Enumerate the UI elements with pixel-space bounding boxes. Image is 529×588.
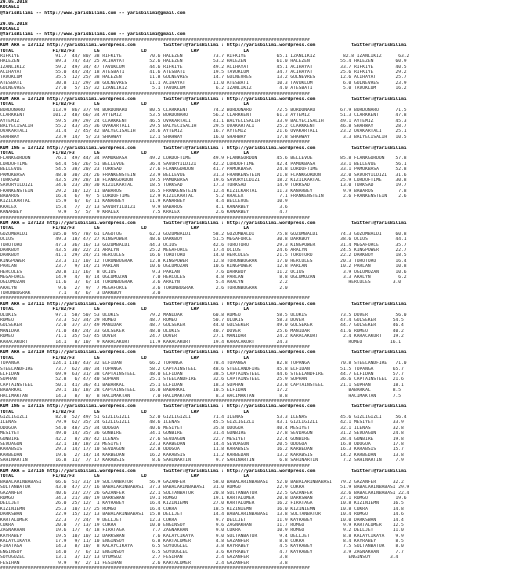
result-row: ELFIDAN 69.9 63/ 31/ 38 CAPTAINSTEEL 48.0 ELFIDAN 38.5 CAPTAINSTEEL 44.6 STEELANDFIRE 44.7 ELFIDAN 57.7 (0, 371, 404, 377)
result-row: PAMUKBASA 48.0 30/ 24/ 26 FRANKENSTEIN 23.9 BELLEVUE 31.3 FRANKENSTEIN 21.8 FLANKGORDON 32.0 SAVURYILDIZI 31.6 (0, 172, 407, 178)
result-row: RIFKIYE 91.7 44/ 80/ 38 RIFKIYE 70.6 HALEZEN 73.7 RIFKIYE 65.1 IZANLIKIZ 82.8 IZANLIKIZ 63.2 (0, 53, 410, 59)
result-row: FIRATAGA 14.3 8/ 10/ 8 KALAYCIKAYA 6.5 SOYUOGLEL 3.8 KAYRABEY 4.5 KAYRABEY 7.5 SULTANBATUR 8.0 (0, 544, 404, 550)
result-row: MESIYET 49.0 14/ 35/ 36 GUNBIRE 34.1 GUNBIRE 31.4 GUNBIRE 27.8 SEVDAGUN 31.2 SEVDAGUN 24.8 (0, 431, 404, 437)
result-row: TOROTORO 47.3 36/ 16/ 13 GOZUMBALDI 44.3 OCIUS 42.6 TOROTORO 29.3 KINGPOWER 31.4 MEGAFORCE 35.7 (0, 242, 407, 248)
result-row: AYTEMIZ 59.5 39/ 29/ 24 CLARKKENT 46.5 OVAKARTALI 41.1 BALYECISALIH 33.9 BALYECISALIH 49.1 AYTEMIZ 45.3 (0, 118, 407, 124)
result-row: ARALYN 9.6 2/ 9/ 7 MEGAFORCE 3.6 TORUNBUGRAK 2.6 TORUNBUGRAK 2.0 (0, 285, 288, 291)
section-title: KUM ARA = 137120 http://yarisbilimi.wordpress.com twitter:@YarisBilimi : http://yarisbilimi.wordpress.com twitter:@YarisBilimi (0, 97, 407, 103)
result-row: SOYUGUZEL 13.1 3/ 12/ 13 UYUMSUZ 2.7 FESIHAN 2.4 GAZANFER 3.8 ENGINSOY 3.4 (0, 555, 399, 561)
document-date-repeat: 29.05.2018 (0, 21, 28, 27)
result-row: BABALARINBABASI 66.6 51/ 31/ 19 SULTANBATUR 56.9 GAZANFER 58.0 BABALARINBABASI 52.0 BABALARINBABASI 79.2 GAZANFER 32.2 (0, 479, 404, 485)
result-row: TOPANGA 124.1 110/ 43/ 32 ELFIDAN 66.2 TOPANGA 78.4 TOPANGA 82.8 TOPANGA 70.8 STEELANDFIRE 71.0 (0, 361, 407, 367)
result-row: SHAHWAY 23.9 14/ 5/ 23 SHAHWAY 12.1 SHAHWAY 16.0 SHAHWAY 17.8 SHAHWAY 3.3 BALYECISALIH 10.5 (0, 134, 407, 140)
result-row: SEVDAGUN 32.1 18/ 18/ 23 MESIYET 23.3 KARBEDAN 14.4 SEVDAGUN 20.5 ODOGOA 16.8 ODOGOA 17.8 (0, 442, 404, 448)
result-row: SUPHAN 52.8 6/ 47/ 40 SUPHAN 25.1 STEELANDFIRE 32.6 CAPTAINSTEEL 25.9 SUPHAN 36.6 CAPTAINSTEEL 21.6 (0, 377, 404, 383)
result-row: ACIHAYAT 55.0 44/ 24/ 18 ATESBATI 41.6 ATESBATI 19.5 TAVUKLUM 34.7 ACIHAYAT 25.6 RIFKIYE 29.2 (0, 70, 407, 76)
result-row: ILENAS 79.9 62/ 35/ 24 GIZLIGIZLI 48.6 ILENAS 45.5 GIZLIGIZLI 43.1 GIZLIGIZLI 42.1 MESIYET 33.9 (0, 420, 404, 426)
result-row: OGLUMOZAN 11.6 3/ 6/ 14 TORUNBUGRAK 3.6 ARALYN 5.4 ARALYN 2.2 HERCULES 3.0 (0, 280, 402, 286)
result-row: ATESBATI 30.8 11/ 29/ 38 GULNEVRES 11.1 ACIHAYAT 11.0 ATESBATI 10.3 TAVUKLUM 6.0 GULNEVRES 23.9 (0, 80, 407, 86)
result-row: HACIMAKTAN 14.3 8/ 8/ 8 HACIMAKTAN 7.0 HACIMAKTAN 8.3 HACIMAKTAN 8.8 HACIMAKTAN 7.5 (0, 393, 402, 399)
result-row: GIZLIGIZLI 82.0 52/ 49/ 51 GIZLIGIZLI 52.0 GIZLIGIZLI 71.4 ILENAS 53.3 ILENAS 45.6 GIZLIGIZLI 56.4 (0, 415, 407, 421)
result-row: KIZILKARTAL 15.9 6/ 6/ 11 KANARBEY 11.9 KANARBEY 4.4 BELLEVUE 10.9 (0, 199, 288, 205)
race-sections (0, 38, 529, 572)
result-row: DARKSWAN 22.9 15/ 12/ 13 BABALARINBABASI 15.8 DELLJET 14.4 BABALARINBABASI 13.8 SULTANBATUR 10.4 ROMGO 14.6 (0, 512, 404, 518)
section-separator: ################################################################################################################ (0, 296, 310, 302)
section-title: KUM ARA = 137123 http://yarisbilimi.wordpress.com twitter:@YarisBilimi : http://yarisbilimi.wordpress.com twitter:@YarisBilimi (0, 221, 407, 227)
result-row: KANARBEY 9.9 5/ 5/ 9 KRALEX 7.5 KRALEX 2.6 KANARBEY 4.7 (0, 210, 288, 216)
result-row: ENGINSOY 14.0 7/ 6/ 12 ENGINSOY 6.5 SOYUOGLEL 3.6 KAYRABEY 4.7 KAYRABEY 3.9 ZAGNAKHAN 7.7 (0, 549, 404, 555)
result-row: ROMEO 71.1 35/ 53/ 45 DOVER 24.7 DOVER 27.1 MANIDAR 24.2 KARACAKURT 2.4 KARACAKURT 19.2 (0, 334, 404, 340)
column-header: TOTAL F1/B2/F3 LG LD LRP LA (0, 307, 249, 313)
result-row: TURKSAD 43.5 29/ 28/ 18 FLANKGORDON 19.5 PAMUKBASA 19.6 SAVURYILDIZI 18.2 KIZILKARTAL 25.9 LORDOFTIME 30.8 (0, 177, 407, 183)
result-row: SAHINARTIN 16.8 11/ 7/ 17 KARABSIS 8.6 SAHINARTIN 9.7 SAHINARTIN 6.8 SAHINARTIN 7.2 SAHINARTIN 7.9 (0, 458, 404, 464)
result-row: KARBEDAN 19.6 2/ 14/ 14 KARBEDAN 16.2 KARABSIS 11.2 KARBEDAN 13.2 KARABSIS 14.2 KARBEDAN 13.8 (0, 452, 404, 458)
result-row: KARACAKURT 14.1 8/ 10/ 9 KARACAKURT 11.9 KARACAKURT 19.4 KARACAKURT 24.3 ROMEO 16.1 (0, 339, 402, 345)
result-row: CUKRA 20.0 7/ 13/ 19 CUKRA 10.0 ENGINSOY 9.6 ZAGNAKHAN 11.7 ROMGO 9.9 KARTALOMER 12.5 (0, 522, 404, 528)
result-row: KARTALOMER 22.3 7/ 24/ 9 DELLJET 12.3 CUKRA 9.7 DELLJET 11.9 KAYRABEY 10.0 DARKSWAN 14.4 (0, 517, 404, 523)
result-row: PARLAN 23.7 9/ 14/ 21 PARLAN 10.6 OGLUMOZAN 10.6 KINGPOWER 12.8 PARLAN 10.2 PARLAN 10.8 (0, 264, 407, 270)
result-row: KIZINIEMN 25.3 10/ 17/ 25 ROMGO 16.4 CUKRA 18.5 KIZINIEMN 16.0 KIZINIEMN 10.8 CUKRA 14.8 (0, 506, 404, 512)
result-row: BELLEVUE 54.5 38/ 20/ 23 TURKSAD 27.6 FLANKGORDON 41.7 PAMUKBASA 24.8 LORDOFTIME 33.1 PAMUKBASA 52.8 (0, 167, 407, 173)
document-date: 29.05.2018 (0, 0, 28, 5)
section-title: KUM ARA = 137112 http://yarisbilimi.wordpress.com twitter:@YarisBilimi : http://yarisbilimi.wordpress.com twitter:@YarisBilimi (0, 43, 407, 49)
section-title: KUM ARA = 137119 http://yarisbilimi.wordpress.com twitter:@YarisBilimi : http://yarisbilimi.wordpress.com twitter:@YarisBilimi (0, 350, 407, 356)
result-row: DARKBOY 41.1 29/ 24/ 21 HERCULES 16.6 TOROTORO 14.0 HERCULES 21.5 TOROTORO 22.2 DARKBOY 18.5 (0, 253, 407, 259)
result-row: BABAROS 16.4 6/ 9/ 5 LORDOFTIME 12.9 KIZILKARTAL 5.2 KRALEX 7.1 FRANKENSTEIN 2.6 FRANKENSTEIN 2.6 (0, 194, 407, 200)
result-row: KAYRABEY 19.5 10/ 10/ 12 DARKSWAN 7.6 KALAYCIKAYA 9.0 SULTANBATUR 9.4 DELLJET 8.8 KALAYCIKAYA 9.9 (0, 533, 404, 539)
result-row: GOZUMBALDI 105.0 95/ 78/ 61 LAGOTOG 62.3 GOZUMBALDI 58.2 GOZUMBALDI 75.8 GOZUMBALDI 74.3 GOZUMBALDI 60.8 (0, 231, 407, 237)
result-row: KARABSIS 29.3 14/ 17/ 10 SEVDAGUN 22.8 ODOGOA 11.8 KARABSIS 16.2 KARBEDAN 16.3 KARABSIS 15.7 (0, 447, 404, 453)
section-separator: ################################################################################################################ (0, 91, 310, 97)
section-title: KUM ING = 137115 http://yarisbilimi.wordpress.com twitter:@YarisBilimi : http://yarisbilimi.wordpress.com twitter:@YarisBilimi (0, 404, 407, 410)
result-row: MEGAFORCE 14.9 4/ 8/ 14 OGLUMOZAN 7.0 HERCULES 4.8 PARLAN 8.8 OGLUMOZAN 3.3 ARALYN 6.2 (0, 274, 407, 280)
document-city-repeat: KOCAELI (0, 26, 20, 32)
result-row: KRALEX 15.4 7/ 2/ 13 SAVURYILDIZI 9.9 BABAROS 4.1 KANARBEY 3.6 (0, 204, 288, 210)
section-title: KUM ING = 137122 http://yarisbilimi.wordpress.com twitter:@YarisBilimi : http://yarisbilimi.wordpress.com twitter:@YarisBilimi (0, 145, 407, 151)
result-row: TORUNBUGRAK 7.1 4/ 6/ 3 DARKBOY 3.0 (0, 291, 161, 297)
result-row: ROMGO 34.3 21/ 30/ 19 DARKSWAN 19.1 ROMGO 19.1 KARTALOMER 20.8 DARKSWAN 27.1 ROMGO 19.6 (0, 495, 407, 501)
result-row: ZAGNAKHAN 19.6 17/ 4/ 18 FIRATAGA 7.7 ZAGNAKHAN 9.0 CUKRA 10.9 ROMGO 9.2 DELLJET 11.0 (0, 528, 404, 534)
result-row: LORDOFTIME 64.4 56/ 26/ 51 BELLEVUE 36.4 SAVURYILDIZI 42.2 LORDOFTIME 42.4 PAMUKBASA 33.1 BELLEVUE 56.1 (0, 161, 407, 167)
section-separator: ################################################################################################################ (0, 463, 310, 469)
column-header: TOTAL F1/B2/F3 LG LD LRP LA (0, 474, 249, 480)
result-row: BORDONARO 113.9 86/ 37/ 94 BORDONARO 80.5 CLARKKENT 74.2 BORDONARO 72.5 BORDONARO 67.9 BORDONARO 71.5 (0, 107, 407, 113)
result-row: GULSEKER 72.0 37/ 37/ 49 MANIDAR 48.7 GULSEKER 44.0 GULSEKER 49.0 GULSEKER 44.7 GULSEKER 46.4 (0, 323, 404, 329)
result-row: DELLJET 26.0 25/ 12/ 1 KAYRABEY 16.4 KIZINIEMN 27.0 KARTALOMER 16.2 FIRATAGA 10.8 KIZINIEMN 16.5 (0, 501, 404, 507)
column-header: TOTAL F1/B2/F3 LG LD LRP LA (0, 102, 249, 108)
result-row: FRANKENSTEIN 29.2 10/ 12/ 11 BABAROS 16.5 FRANKENSTEIN 12.4 KIZILKARTAL 11.3 KANARBEY 9.9 BABAROS 7.8 (0, 188, 407, 194)
result-row: OVAKARTALI 31.4 2/ 45/ 42 BALYECISALIH 24.6 AYTEMIZ 16.7 AYTEMIZ 21.6 OVAKARTALI 23.2 OVAKARTALI 25.1 (0, 129, 407, 135)
document-city: KOCAELI (0, 5, 20, 11)
result-row: HERCULES 20.8 11/ 16/ 8 OCIUS 9.3 PARLAN 7.6 DARKBOY 11.2 OCIUS 3.9 OGLUMOZAN 10.6 (0, 269, 407, 275)
result-row: KINGPOWER 23.3 11/ 10/ 12 TORUNBUGRAK 12.8 KINGPOWER 12.8 TORUNBUGRAK 17.0 HERCULES 20.3 TOROTORO 16.4 (0, 258, 407, 264)
document-contact-repeat: @YarisBilimi -- http://www.yarisbilimi.com -- yarisbilimi@gmail.com (0, 32, 186, 38)
result-row: BABARKAL 29.1 16/ 18/ 28 CAPTAINSTEEL 16.0 BABARKAL 10.5 ELFIDAN 17.2 BABARKAL 8.5 (0, 388, 402, 394)
section-separator: ################################################################################################################ (0, 215, 310, 221)
result-row: FESIHAN 9.9 9/ 2/ 11 FESIHAN 2.6 KARTALOMER 2.4 GAZANFER 3.8 (0, 560, 288, 566)
result-row: OCIUS 49.3 18/ 47/ 27 KINGPOWER 48.6 DARKBOY 51.5 MEGAFORCE 30.8 DARKBOY 38.6 OCIUS 44.1 (0, 237, 407, 243)
result-row: STEELANDFIRE 73.7 62/ 30/ 34 TOPANGA 58.2 CAPTAINSTEEL 48.6 STEELANDFIRE 45.8 ELFIDAN 51.5 TOPANGA 65.7 (0, 366, 404, 372)
section-separator: ################################################################################################################ (0, 566, 310, 572)
column-header: TOTAL F1/B2/F3 LG LD LRP LA (0, 226, 249, 232)
result-row: IZANLIKIZ 59.2 49/ 34/ 47 TAVUKLUM 44.6 RIFKIYE 49.2 ACIHAYAT 45.1 ACIHAYAT 33.7 RIFKIYE 40.5 (0, 64, 407, 70)
result-row: SAVURYILDIZI 34.6 23/ 28/ 30 KIZILKARTAL 18.5 TURKSAD 17.3 TURKSAD 14.9 TURKSAD 13.0 TURKSAD 19.7 (0, 183, 407, 189)
result-row: ROMEO 73.3 52/ 34/ 29 ROMEO 48.7 ROMEO 50.7 ULUKIS 58.3 DOVER 47.4 GULSEKER 54.5 (0, 318, 404, 324)
column-header: TOTAL F1/B2/F3 LG LD LRP LA (0, 409, 249, 415)
column-header: TOTAL F1/B2/F3 LG LD LRP LA (0, 48, 249, 54)
column-header: TOTAL F1/B2/F3 LG LD LRP LA (0, 150, 249, 156)
section-separator: ################################################################################################################ (0, 37, 310, 43)
result-row: TAVUKLUM 35.5 12/ 25/ 38 HALEZEN 11.8 GULNEVRES 14.7 GULNEVRES 13.2 GULNEVRES 12.6 ACIHAYAT 25.7 (0, 75, 407, 81)
column-header: TOTAL F1/B2/F3 LG LD LRP LA (0, 355, 249, 361)
result-row: GAZANFER 40.6 23/ 27/ 26 GAZANFER 22.1 SULTANBATUR 20.8 SULTANBATUR 22.5 GAZANFER 32.6 BABALARINBABASI 22.4 (0, 490, 410, 496)
result-row: BALYECISALIH 55.2 43/ 35/ 36 OVAKARTALI 29.5 BALYECISALIH 29.5 OVAKARTALI 25.2 CLARKKENT 46.8 SHAHWAY 28.7 (0, 123, 407, 129)
result-row: FLANKGORDON 76.1 49/ 44/ 34 PAMUKBASA 49.2 LORDOFTIME 49.9 FLANKGORDON 45.6 BELLEVUE 85.8 FLANKGORDON 57.8 (0, 156, 407, 162)
result-row: GUNBIRE 42.2 8/ 28/ 42 ILENAS 27.6 SEVDAGUN 22.7 MESIYET 22.4 GUNBIRE 28.4 GUNBIRE 19.8 (0, 436, 404, 442)
section-separator: ################################################################################################################ (0, 140, 310, 146)
result-row: ODOGOA 54.0 48/ 25/ 34 ODOGOA 40.6 MESIYET 35.8 ODOGOA 40.4 MESIYET 32.1 ILENAS 32.8 (0, 425, 404, 431)
result-row: SULTANBATUR 43.0 47/ 27/ 16 BABALARINBABASI 37.3 BABALARINBABASI 31.0 ROMGO 22.9 CUKRA 51.9 BABALARINBABASI 29.9 (0, 485, 410, 491)
result-row: KALAYCIKAYA 17.9 9/ 11/ 10 ENGINSOY 6.8 KARTALOMER 4.8 GAZANFER 8.8 CUKRA 8.4 KAYRABEY 8.5 (0, 539, 404, 545)
section-title: KUM ARA = 137116 http://yarisbilimi.wordpress.com twitter:@YarisBilimi : http://yarisbilimi.wordpress.com twitter:@YarisBilimi (0, 468, 407, 474)
result-row: HALEZEN 89.3 74/ 43/ 25 ACIHAYAT 52.6 HALEZEN 53.2 HALEZEN 61.0 HALEZEN 55.4 HALEZEN 60.9 (0, 59, 407, 65)
result-row: DARKBOY 43.5 30/ 22/ 21 ARALYN 25.2 MEGAFORCE 17.4 OCIUS 24.6 ARALYN 24.5 KINGPOWER 22.7 (0, 247, 407, 253)
result-row: CLARKKENT 101.2 48/ 66/ 34 AYTEMIZ 53.5 BORDONARO 56.2 CLARKKENT 61.3 AYTEMIZ 51.3 CLARKKENT 47.8 (0, 113, 407, 119)
result-row: ULUKIS 97.1 58/ 50/ 53 ULUKIS 79.2 MANIDAR 60.8 ROMEO 58.5 ULUKIS 73.5 DOVER 56.0 (0, 312, 407, 318)
section-separator: ################################################################################################################ (0, 345, 310, 350)
section-title: KUM ARA = 137111 http://yarisbilimi.wordpress.com twitter:@YarisBilimi : http://yarisbilimi.wordpress.com twitter:@YarisBilimi (0, 301, 407, 307)
section-separator: ################################################################################################################ (0, 398, 310, 404)
result-row: MANIDAR 71.0 48/ 24/ 33 GULSEKER 48.0 ULUKIS 40.7 DOVER 25.6 MANIDAR 41.6 ROMEO 40.2 (0, 328, 404, 334)
document-contact: @YarisBilimi -- http://www.yarisbilimi.com -- yarisbilimi@gmail.com (0, 10, 186, 16)
result-row: CAPTAINSTEEL 50.1 41/ 36/ 41 BABARKAL 25.1 ELFIDAN 18.3 SUPHAN 23.8 CAPTAINSTEEL 21.1 SUPHAN 18.1 (0, 382, 404, 388)
result-row: GULNEVRES 27.0 5/ 15/ 32 IZANLIKIZ 5.1 TAVUKLUM 6.2 IZANLIKIZ 4.0 ATESBATI 5.0 TAVUKLUM 16.2 (0, 86, 407, 92)
